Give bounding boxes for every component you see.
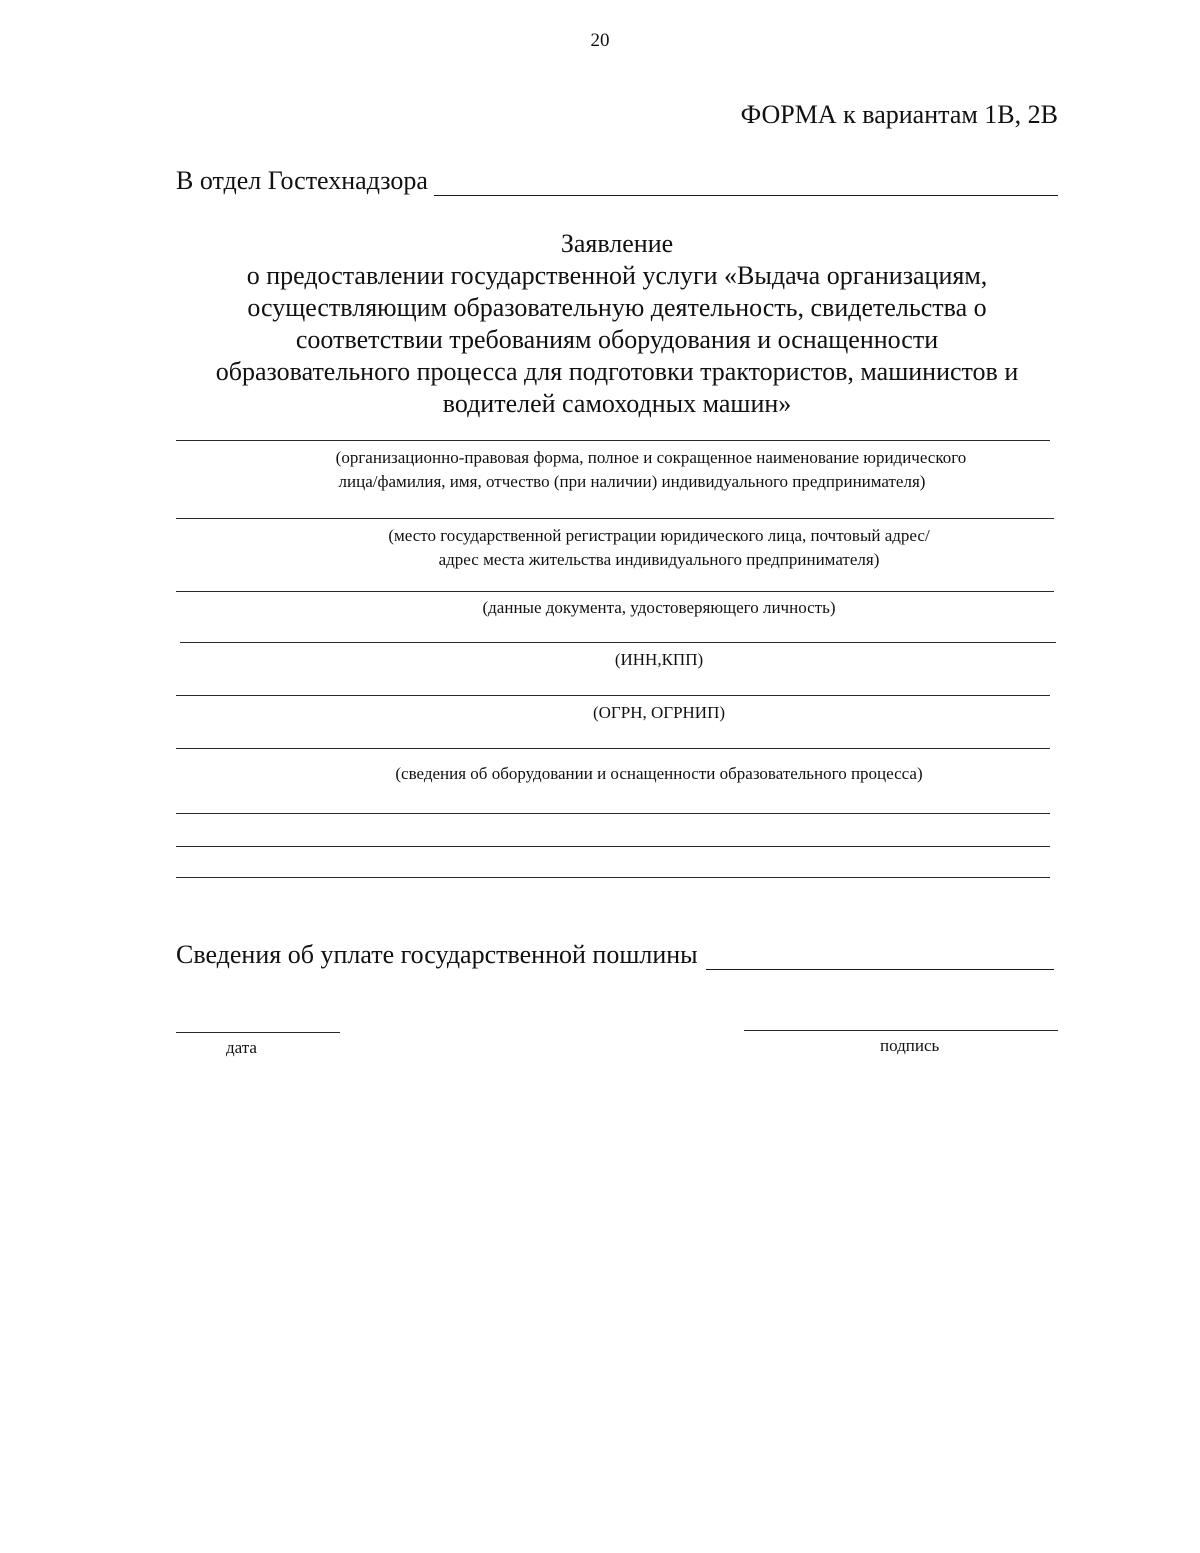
- identity-document-input-line[interactable]: [176, 591, 1054, 592]
- date-input-line[interactable]: [176, 1032, 340, 1033]
- state-fee-label: Сведения об уплате государственной пошлины: [176, 940, 698, 969]
- equipment-extra-line[interactable]: [176, 813, 1050, 814]
- signature-label: подпись: [880, 1036, 940, 1055]
- caption-line: (организационно-правовая форма, полное и сокращенное наименование юридического: [335, 448, 967, 467]
- caption-line: адрес места жительства индивидуального предпринимателя): [438, 550, 880, 569]
- equipment-caption: [276, 762, 1042, 786]
- page-number: 20: [590, 30, 610, 51]
- title-line: осуществляющим образовательную деятельность, свидетельства о: [247, 293, 987, 322]
- address-caption: [276, 524, 1042, 572]
- caption-line: (сведения об оборудовании и оснащенности образовательного процесса): [395, 764, 923, 783]
- equipment-extra-line[interactable]: [176, 846, 1050, 847]
- org-name-input-line[interactable]: [176, 440, 1050, 441]
- title-line: соответствии требованиям оборудования и оснащенности: [295, 325, 939, 354]
- application-title: [150, 228, 1084, 420]
- form-variant-label: ФОРМА к вариантам 1В, 2В: [740, 100, 1058, 129]
- caption-line: (место государственной регистрации юридического лица, почтовый адрес/: [388, 526, 930, 545]
- ogrn-input-line[interactable]: [176, 695, 1050, 696]
- department-label: В отдел Гостехнадзора: [176, 166, 428, 195]
- signature-input-line[interactable]: [744, 1030, 1058, 1031]
- inn-kpp-caption: [276, 648, 1042, 672]
- org-name-caption: [276, 446, 1026, 494]
- title-line: водителей самоходных машин»: [442, 389, 792, 418]
- inn-kpp-input-line[interactable]: [180, 642, 1056, 643]
- caption-line: (данные документа, удостоверяющего личность): [482, 598, 836, 617]
- identity-document-caption: [276, 596, 1042, 620]
- ogrn-caption: [276, 701, 1042, 725]
- department-row: [176, 166, 1058, 196]
- state-fee-row: [176, 940, 1054, 970]
- caption-line: (ИНН,КПП): [614, 650, 704, 669]
- date-label: дата: [226, 1038, 257, 1057]
- department-input-line[interactable]: [434, 171, 1058, 196]
- address-input-line[interactable]: [176, 518, 1054, 519]
- equipment-extra-line[interactable]: [176, 877, 1050, 878]
- caption-line: (ОГРН, ОГРНИП): [592, 703, 726, 722]
- title-heading: Заявление: [560, 229, 674, 258]
- caption-line: лица/фамилия, имя, отчество (при наличии) индивидуального предпринимателя): [338, 472, 926, 491]
- title-line: о предоставлении государственной услуги «Выдача организациям,: [246, 261, 988, 290]
- title-line: образовательного процесса для подготовки трактористов, машинистов и: [215, 357, 1019, 386]
- state-fee-input-line[interactable]: [706, 945, 1054, 970]
- equipment-input-line[interactable]: [176, 748, 1050, 749]
